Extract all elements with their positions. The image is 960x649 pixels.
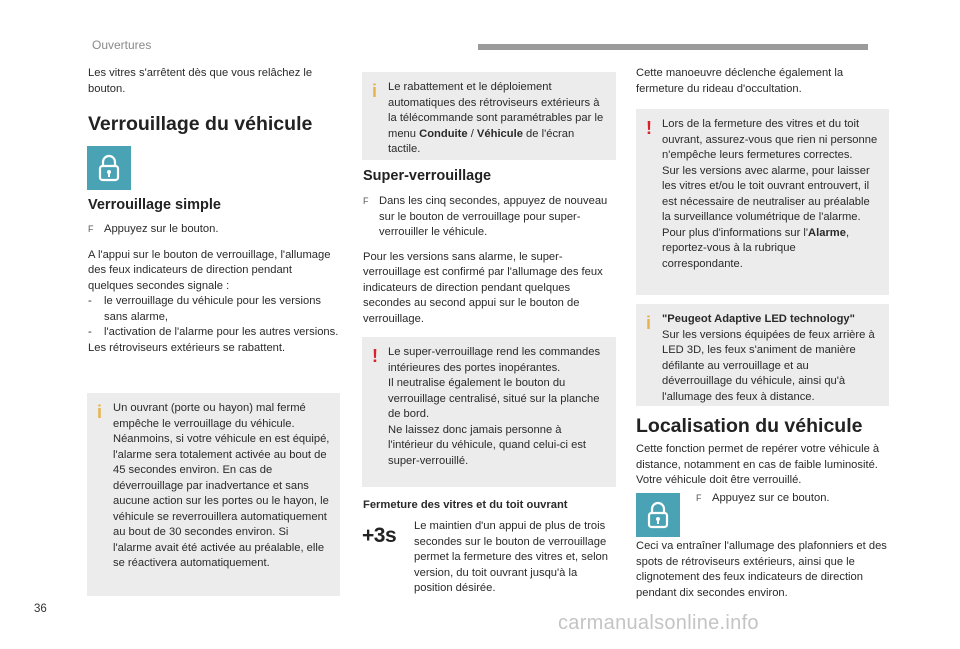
step-text: Dans les cinq secondes, appuyez de nouveau sur le bouton de verrouillage pour super-verrouiller le véhicule. [379, 195, 608, 238]
subtitle-verrouillage-simple: Verrouillage simple [88, 197, 221, 213]
info-box-title: "Peugeot Adaptive LED technology" [662, 313, 855, 325]
info-icon: i [646, 313, 652, 333]
dash-text: l'activation de l'alarme pour les autres versions. [104, 326, 339, 338]
info-box [636, 304, 889, 406]
paragraph: Le maintien d'un appui de plus de trois secondes sur le bouton de verrouillage permet la fermeture des vitres et, selon version, du toit ouvrant jusqu'à la position désirée. [414, 520, 609, 594]
warning-line [662, 226, 879, 273]
step-item [88, 222, 340, 238]
dash-item [88, 294, 340, 325]
alarme-link-text: Alarme [808, 226, 846, 239]
paragraph: Cette manoeuvre déclenche également la fermeture du rideau d'occultation. [636, 67, 844, 95]
menu-separator: / [470, 127, 474, 140]
warning-text-post: , reportez-vous à la rubrique correspondante. [662, 226, 850, 270]
plus-3s-icon: +3s [362, 524, 397, 547]
bullet-marker: F [696, 493, 702, 503]
step-item [696, 491, 886, 507]
title-verrouillage-vehicule: Verrouillage du véhicule [88, 113, 313, 135]
info-box [87, 393, 340, 596]
warning-line: Il neutralise également le bouton du verrouillage centralisé, situé sur la planche de bord. [388, 377, 600, 420]
dash-marker: - [88, 295, 92, 307]
paragraph: Pour les versions sans alarme, le super-verrouillage est confirmé par l'allumage des feux indicateurs de direction pendant quelques secondes au second appui sur le bouton de verrouillage. [363, 250, 603, 325]
section-label: Ouvertures [92, 38, 152, 52]
warning-box [362, 337, 616, 487]
column-1 [88, 66, 338, 97]
column-2-body [363, 194, 617, 327]
column-1-body [88, 222, 340, 356]
page-number: 36 [34, 603, 47, 615]
info-icon: i [97, 402, 103, 422]
warning-line: Sur les versions avec alarme, pour laisser les vitres et/ou le toit ouvrant entrouvert, il est nécessaire de neutraliser au préalable la surveillance volumétrique de l'alarme. [662, 164, 870, 223]
column-2-tail [414, 519, 614, 597]
dash-text: le verrouillage du véhicule pour les versions sans alarme, [104, 295, 322, 323]
subtitle-fermeture: Fermeture des vitres et du toit ouvrant [363, 499, 568, 511]
info-box-text [388, 80, 606, 158]
info-box [362, 72, 616, 160]
warning-line: Le super-verrouillage rend les commandes intérieures des portes inopérantes. [388, 346, 601, 374]
paragraph: A l'appui sur le bouton de verrouillage, l'allumage des feux indicateurs de direction pendant quelques secondes signale : [88, 248, 331, 292]
lock-icon [636, 493, 680, 537]
bullet-marker: F [363, 196, 369, 206]
menu-vehicule: Véhicule [476, 127, 523, 140]
column-3 [636, 66, 888, 97]
section-divider-bar [478, 44, 868, 50]
lock-icon [87, 146, 131, 190]
bullet-marker: F [88, 224, 94, 234]
info-box-text: Sur les versions équipées de feux arrière à LED 3D, les feux s'animent de manière défilante au verrouillage et au déverrouillage du véhicule, ainsi qu'à l'allumage des feux à distance. [662, 328, 875, 403]
menu-conduite: Conduite [419, 127, 468, 140]
column-3-tail [636, 539, 890, 601]
warning-line: Ne laissez donc jamais personne à l'intérieur du véhicule, quand celui-ci est super-verrouillé. [388, 423, 587, 467]
step-item [363, 194, 617, 241]
column-3-body [636, 442, 890, 489]
title-localisation: Localisation du véhicule [636, 415, 863, 437]
info-icon: i [372, 81, 378, 101]
info-text-post: de l'écran tactile. [388, 127, 575, 155]
warning-box [636, 109, 889, 295]
paragraph: Cette fonction permet de repérer votre véhicule à distance, notamment en cas de faible luminosité. Votre véhicule doit être verrouillé. [636, 443, 880, 486]
dash-item [88, 325, 340, 341]
step-text: Appuyez sur ce bouton. [712, 492, 830, 504]
paragraph: Ceci va entraîner l'allumage des plafonniers et des spots de rétroviseurs extérieurs, ainsi que le clignotement des feux indicateurs de direction pendant dix secondes environ. [636, 540, 887, 599]
watermark: carmanualsonline.info [558, 612, 759, 634]
step-text: Appuyez sur le bouton. [104, 223, 219, 235]
info-box-text: Un ouvrant (porte ou hayon) mal fermé empêche le verrouillage du véhicule. Néanmoins, si votre véhicule en est équipé, l'alarme sera totalement activée au bout de 45 secondes environ. En cas de déverrouillage par inadvertance et sans aucune action sur les portes ou le hayon, le véhicule se reverrouillera automatiquement au bout de 30 secondes environ. Si l'alarme avait été activée au préalable, elle se réactivera automatiquement. [113, 402, 330, 569]
paragraph: Les rétroviseurs extérieurs se rabattent. [88, 341, 286, 354]
warning-line: Lors de la fermeture des vitres et du toit ouvrant, assurez-vous que rien ni personne n'empêche leurs fermetures correctes. [662, 118, 878, 161]
warning-text-pre: Pour plus d'informations sur l' [662, 226, 809, 239]
warning-icon: ! [372, 346, 378, 366]
title-super-verrouillage: Super-verrouillage [363, 168, 492, 184]
warning-icon: ! [646, 118, 652, 138]
dash-marker: - [88, 326, 92, 338]
intro-text: Les vitres s'arrêtent dès que vous relâchez le bouton. [88, 67, 313, 95]
info-text-pre: Le rabattement et le déploiement automatiques des rétroviseurs extérieurs à la télécommande sont paramétrables par le menu [388, 81, 604, 140]
